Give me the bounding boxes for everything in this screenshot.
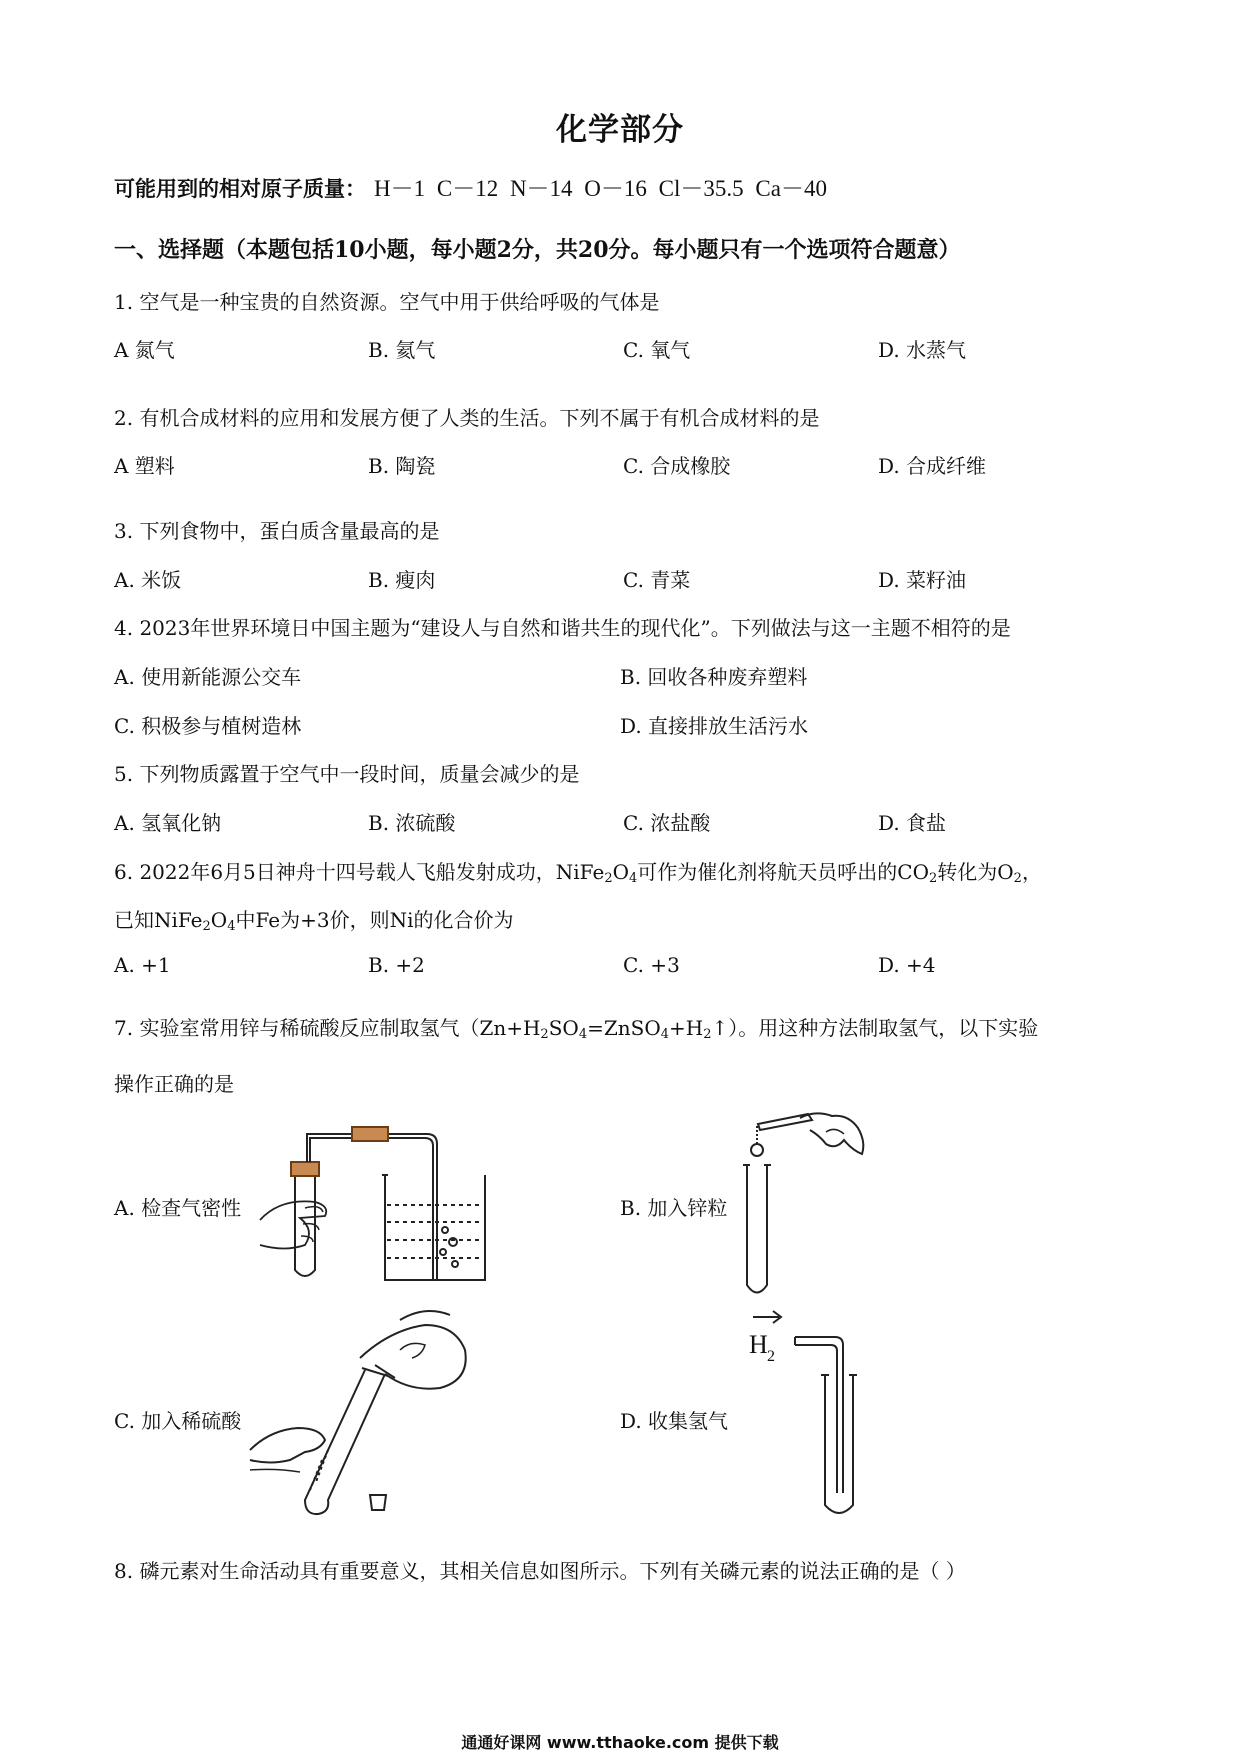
question-7-stem-line2: 操作正确的是 — [114, 1072, 234, 1096]
atomic-masses-label: 可能用到的相对原子质量： — [114, 176, 366, 201]
h2-gas-subscript: 2 — [767, 1348, 775, 1365]
footer-watermark: 通通好课网 www.tthaoke.com 提供下载 — [461, 1733, 779, 1752]
q4-option-b: B. 回收各种废弃塑料 — [620, 665, 808, 689]
q6-option-d: D. +4 — [878, 953, 936, 977]
q7-option-c: C. 加入稀硫酸 — [114, 1409, 242, 1433]
question-8-stem: 8. 磷元素对生命活动具有重要意义，其相关信息如图所示。下列有关磷元素的说法正确的是（ ） — [114, 1559, 966, 1583]
q5-option-a: A. 氢氧化钠 — [114, 811, 222, 835]
q5-option-c: C. 浓盐酸 — [623, 811, 711, 835]
q5-option-d: D. 食盐 — [878, 811, 947, 835]
q1-option-d: D. 水蒸气 — [878, 338, 967, 362]
figure-add-zinc — [740, 1110, 880, 1300]
figure-airtightness-check — [255, 1120, 505, 1290]
page-title: 化学部分 — [556, 112, 684, 148]
q6-option-c: C. +3 — [623, 953, 680, 977]
q3-option-a: A. 米饭 — [114, 568, 182, 592]
question-1-stem: 1. 空气是一种宝贵的自然资源。空气中用于供给呼吸的气体是 — [114, 290, 660, 314]
q7-option-d: D. 收集氢气 — [620, 1409, 729, 1433]
q7-option-b: B. 加入锌粒 — [620, 1196, 728, 1220]
figure-collect-hydrogen — [745, 1295, 865, 1520]
q2-option-a: A 塑料 — [114, 454, 175, 478]
q3-option-d: D. 菜籽油 — [878, 568, 967, 592]
h2-gas-label: H — [749, 1330, 768, 1359]
question-6-stem-line2: 已知$NiFe_2O_4$中Fe为+3价，则Ni的化合价为 — [114, 908, 514, 934]
q1-option-c: C. 氧气 — [623, 338, 691, 362]
q3-option-c: C. 青菜 — [623, 568, 691, 592]
atomic-masses-values: H－1 C－12 N－14 O－16 Cl－35.5 Ca－40 — [374, 176, 827, 201]
q4-option-d: D. 直接排放生活污水 — [620, 714, 809, 738]
q2-option-c: C. 合成橡胶 — [623, 454, 731, 478]
q1-option-b: B. 氦气 — [368, 338, 436, 362]
q3-option-b: B. 瘦肉 — [368, 568, 436, 592]
q4-option-c: C. 积极参与植树造林 — [114, 714, 302, 738]
section-heading: 一、选择题（本题包括10小题，每小题2分，共20分。每小题只有一个选项符合题意） — [114, 237, 961, 263]
atomic-masses — [114, 170, 827, 203]
q5-option-b: B. 浓硫酸 — [368, 811, 456, 835]
q7-option-a: A. 检查气密性 — [114, 1196, 242, 1220]
q2-option-b: B. 陶瓷 — [368, 454, 436, 478]
question-5-stem: 5. 下列物质露置于空气中一段时间，质量会减少的是 — [114, 762, 580, 786]
q4-option-a: A. 使用新能源公交车 — [114, 665, 302, 689]
figure-add-acid — [250, 1310, 480, 1520]
question-6-stem: 6. 2022年6月5日神舟十四号载人飞船发射成功，$NiFe_2O_4$可作为催化剂将航天员呼出的$CO_2$转化为$O_2$， — [114, 860, 1042, 886]
question-3-stem: 3. 下列食物中，蛋白质含量最高的是 — [114, 519, 440, 543]
q2-option-d: D. 合成纤维 — [878, 454, 987, 478]
q6-option-b: B. +2 — [368, 953, 425, 977]
question-4-stem: 4. 2023年世界环境日中国主题为“建设人与自然和谐共生的现代化”。下列做法与这一主题不相符的是 — [114, 616, 1011, 640]
question-7-stem: 7. 实验室常用锌与稀硫酸反应制取氢气$(Zn+H_2SO_4=ZnSO_4+H_2↑)$。用这种方法制取氢气，以下实验 — [114, 1016, 1039, 1042]
q6-option-a: A. +1 — [114, 953, 171, 977]
q1-option-a: A 氮气 — [114, 338, 175, 362]
question-2-stem: 2. 有机合成材料的应用和发展方便了人类的生活。下列不属于有机合成材料的是 — [114, 406, 820, 430]
